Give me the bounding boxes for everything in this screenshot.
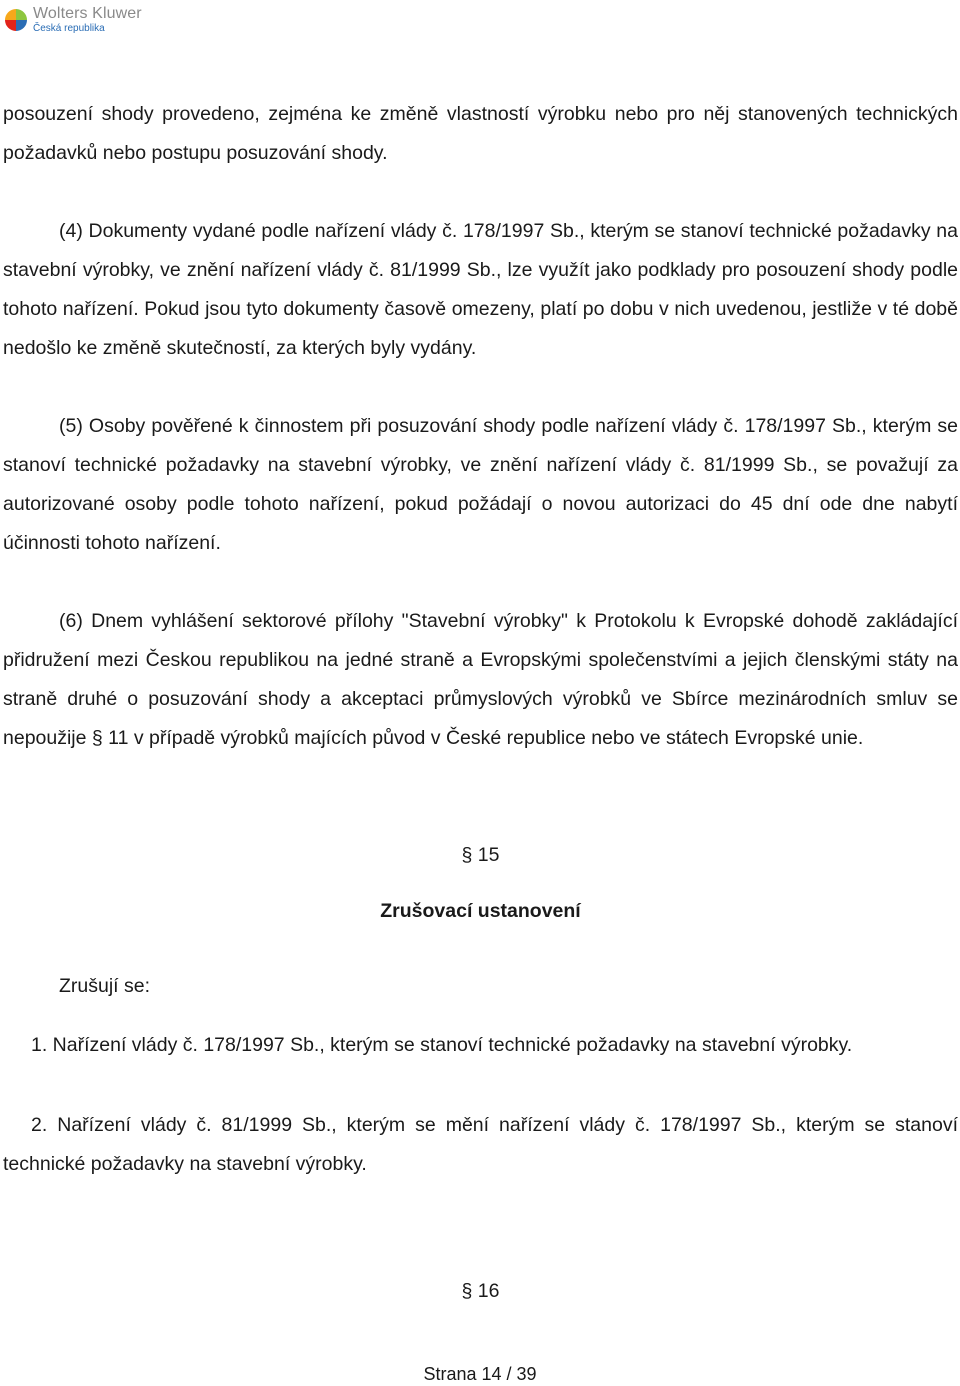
paragraph-5: (5) Osoby pověřené k činnostem při posuzování shody podle nařízení vlády č. 178/1997 Sb., kterým se stanoví technické požadavky na stavební výrobky, ve znění nařízení vlády č. 81/1999 Sb., se považují za autorizované osoby podle tohoto nařízení, pokud požádají o novou autorizaci do 45 dní ode dne nabytí účinnosti tohoto nařízení. xyxy=(3,415,958,554)
logo-name: Wolters Kluwer xyxy=(33,5,142,22)
repeal-item-1: 1. Nařízení vlády č. 178/1997 Sb., kterým se stanoví technické požadavky na stavební výrobky. xyxy=(31,1034,853,1056)
publisher-logo xyxy=(4,4,142,36)
paragraph-4: (4) Dokumenty vydané podle nařízení vlády č. 178/1997 Sb., kterým se stanoví technické požadavky na stavební výrobky, ve znění nařízení vlády č. 81/1999 Sb., lze využít jako podklady pro posouzení shody podle tohoto nařízení. Pokud jsou tyto dokumenty časově omezeny, platí po dobu v nich uvedenou, jestliže v té době nedošlo ke změně skutečností, za kterých byly vydány. xyxy=(3,220,958,359)
paragraph-continued: posouzení shody provedeno, zejména ke změně vlastností výrobku nebo pro něj stanovených technických požadavků nebo postupu posuzování shody. xyxy=(3,103,958,164)
page-number: Strana 14 / 39 xyxy=(423,1364,537,1384)
logo-subtitle: Česká republika xyxy=(33,23,105,34)
section-16-number: § 16 xyxy=(461,1280,500,1302)
section-15-intro: Zrušují se: xyxy=(59,975,151,997)
wolters-kluwer-logo-icon xyxy=(4,8,28,32)
section-15-number: § 15 xyxy=(461,844,500,866)
repeal-item-2: 2. Nařízení vlády č. 81/1999 Sb., kterým se mění nařízení vlády č. 178/1997 Sb., kterým se stanoví technické požadavky na stavební výrobky. xyxy=(3,1114,958,1175)
paragraph-6: (6) Dnem vyhlášení sektorové přílohy "Stavební výrobky" k Protokolu k Evropské dohodě zakládající přidružení mezi Českou republikou na jedné straně a Evropskými společenstvími a jejich členskými státy na straně druhé o posuzování shody a akceptaci průmyslových výrobků ve Sbírce mezinárodních smluv se nepoužije § 11 v případě výrobků majících původ v České republice nebo ve státech Evropské unie. xyxy=(3,610,958,749)
section-15-title: Zrušovací ustanovení xyxy=(380,900,581,922)
document-body xyxy=(3,95,958,1311)
